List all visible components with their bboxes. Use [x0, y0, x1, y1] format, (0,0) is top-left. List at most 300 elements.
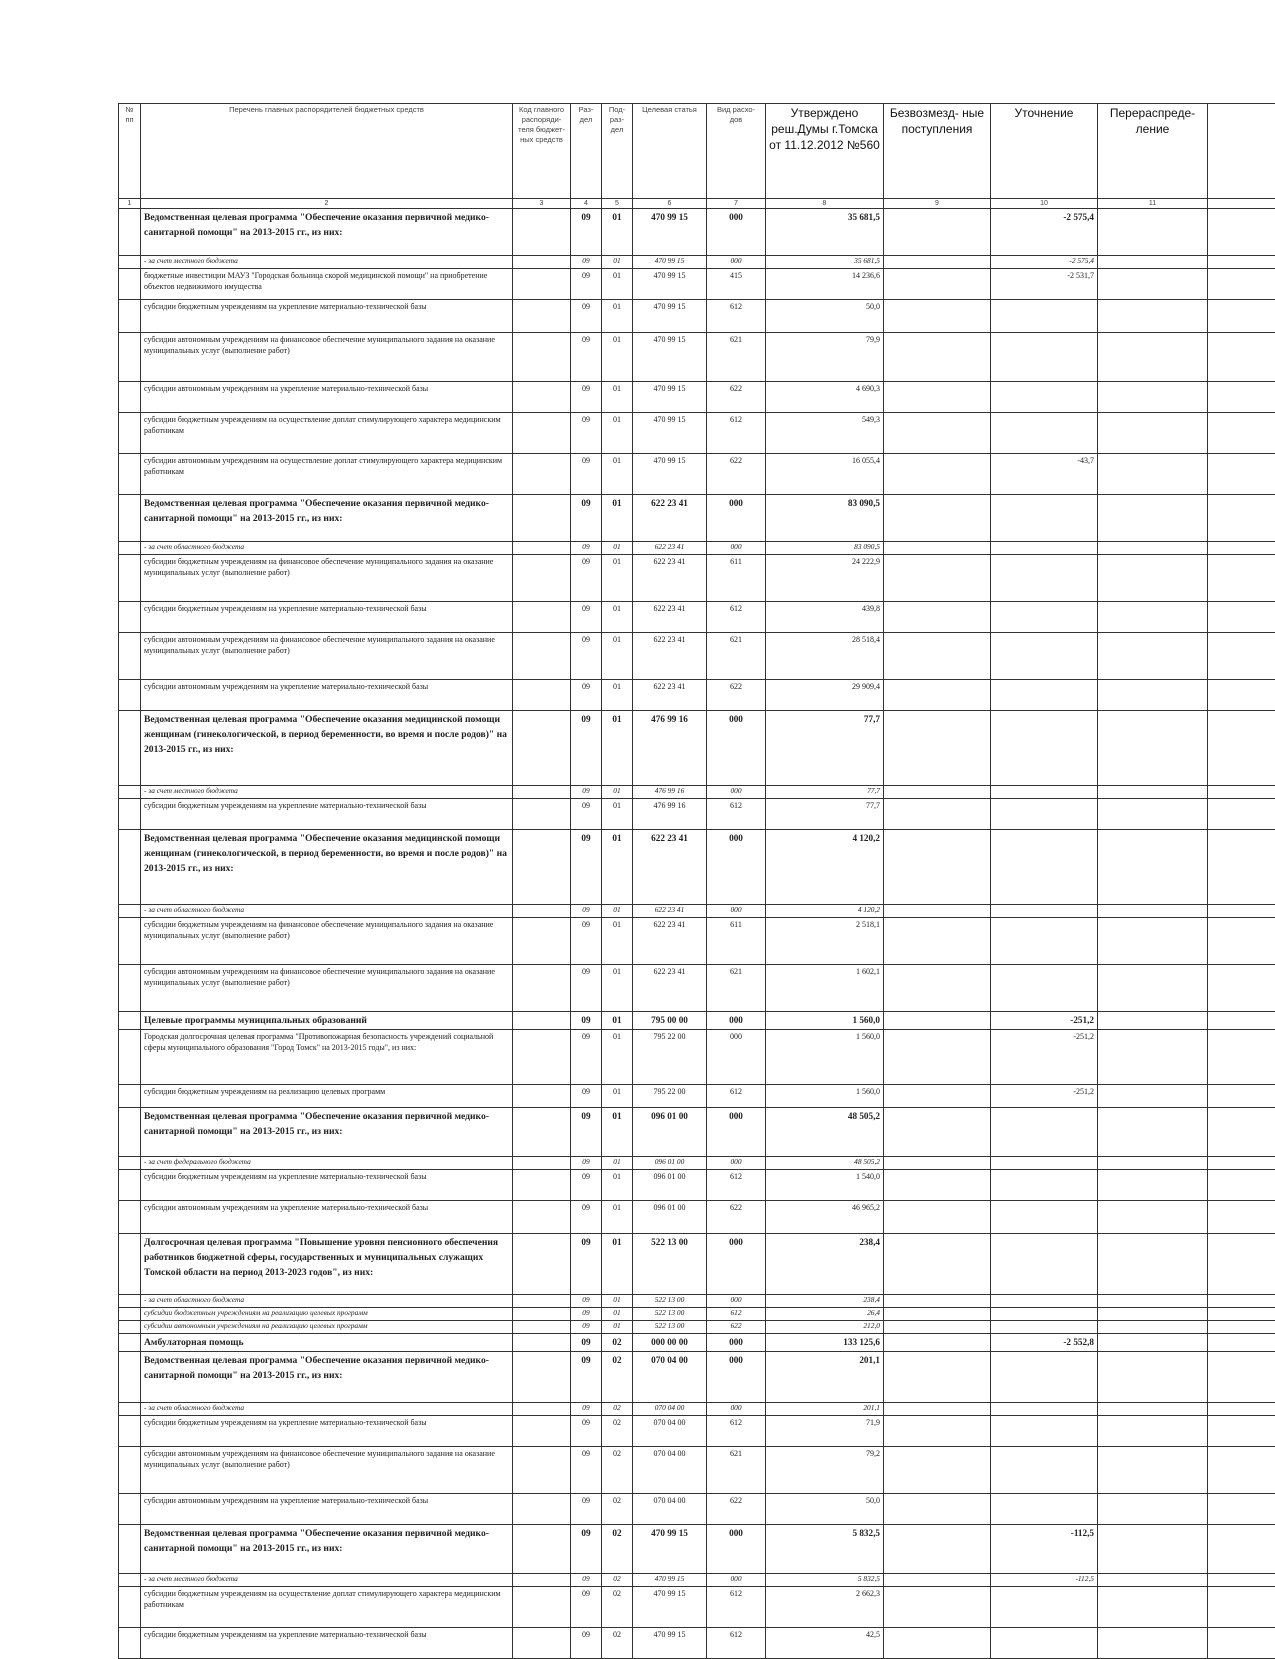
cell-razdel: 09: [571, 1628, 602, 1659]
cell-empty: [119, 1494, 141, 1525]
col-header-podrazdel: Под- раз- дел: [602, 104, 633, 199]
cell-empty: [119, 680, 141, 711]
cell-razdel: 09: [571, 1494, 602, 1525]
cell-utv: 42,5: [766, 1628, 884, 1659]
cell-empty: [1208, 1494, 1275, 1525]
cell-vr: 415: [707, 269, 766, 300]
cell-bezv: [884, 209, 991, 256]
cell-utoch: [991, 542, 1098, 555]
cell-empty: [1208, 1574, 1275, 1587]
cell-pereras: [1098, 413, 1208, 454]
cell-empty: [513, 333, 571, 382]
cell-cs: 470 99 15: [633, 333, 707, 382]
cell-utoch: -2 575,4: [991, 209, 1098, 256]
cell-utoch: -2 575,4: [991, 256, 1098, 269]
cell-utoch: [991, 830, 1098, 905]
cell-razdel: 09: [571, 1334, 602, 1352]
cell-name: - за счет областного бюджета: [141, 905, 513, 918]
cell-utoch: [991, 711, 1098, 786]
cell-podrazdel: 01: [602, 382, 633, 413]
cell-vr: 000: [707, 1234, 766, 1295]
cell-empty: [119, 799, 141, 830]
cell-utv: 2 518,1: [766, 918, 884, 965]
cell-name: субсидии автономным учреждениям на осуществление доплат стимулирующего характера медицинским работникам: [141, 454, 513, 495]
cell-vr: 000: [707, 1295, 766, 1308]
cell-bezv: [884, 830, 991, 905]
col-num-8: 8: [766, 199, 884, 209]
cell-utoch: [991, 680, 1098, 711]
cell-utv: 46 965,2: [766, 1201, 884, 1234]
cell-bezv: [884, 1234, 991, 1295]
cell-utv: 71,9: [766, 1416, 884, 1447]
cell-vr: 612: [707, 1416, 766, 1447]
cell-razdel: 09: [571, 1012, 602, 1030]
cell-name: Амбулаторная помощь: [141, 1334, 513, 1352]
cell-empty: [1208, 413, 1275, 454]
cell-cs: 470 99 15: [633, 256, 707, 269]
cell-cs: 522 13 00: [633, 1295, 707, 1308]
cell-name: субсидии бюджетным учреждениям на укрепление материально-технической базы: [141, 1416, 513, 1447]
cell-empty: [513, 965, 571, 1012]
cell-podrazdel: 01: [602, 413, 633, 454]
cell-empty: [119, 454, 141, 495]
cell-utoch: [991, 918, 1098, 965]
cell-empty: [1208, 495, 1275, 542]
cell-razdel: 09: [571, 1352, 602, 1403]
cell-bezv: [884, 1108, 991, 1157]
cell-name: субсидии автономным учреждениям на финансовое обеспечение муниципального задания на оказание муниципальных услуг (выполнение работ): [141, 1447, 513, 1494]
cell-vr: 621: [707, 1447, 766, 1494]
cell-utv: 439,8: [766, 602, 884, 633]
table-body: [119, 209, 1275, 1659]
cell-cs: 096 01 00: [633, 1170, 707, 1201]
cell-pereras: [1098, 454, 1208, 495]
cell-cs: 622 23 41: [633, 965, 707, 1012]
cell-empty: [513, 711, 571, 786]
cell-name: субсидии бюджетным учреждениям на укрепление материально-технической базы: [141, 602, 513, 633]
col-num-4: 4: [571, 199, 602, 209]
table-row: [119, 495, 1275, 542]
cell-pereras: [1098, 799, 1208, 830]
cell-empty: [1208, 830, 1275, 905]
cell-podrazdel: 01: [602, 1295, 633, 1308]
col-header-n: № пп: [119, 104, 141, 199]
cell-name: субсидии бюджетным учреждениям на укрепление материально-технической базы: [141, 1170, 513, 1201]
cell-empty: [1208, 918, 1275, 965]
cell-name: - за счет федерального бюджета: [141, 1157, 513, 1170]
cell-name: субсидии автономным учреждениям на финансовое обеспечение муниципального задания на оказание муниципальных услуг (выполнение работ): [141, 633, 513, 680]
cell-empty: [119, 382, 141, 413]
table-row: [119, 1334, 1275, 1352]
cell-name: субсидии бюджетным учреждениям на осуществление доплат стимулирующего характера медицинским работникам: [141, 413, 513, 454]
cell-utoch: [991, 495, 1098, 542]
cell-podrazdel: 01: [602, 300, 633, 333]
cell-empty: [119, 1334, 141, 1352]
cell-podrazdel: 02: [602, 1574, 633, 1587]
cell-empty: [1208, 454, 1275, 495]
cell-name: субсидии автономным учреждениям на укрепление материально-технической базы: [141, 1201, 513, 1234]
cell-utoch: [991, 382, 1098, 413]
cell-pereras: [1098, 1170, 1208, 1201]
cell-utoch: -43,7: [991, 454, 1098, 495]
cell-razdel: 09: [571, 454, 602, 495]
cell-razdel: 09: [571, 1201, 602, 1234]
cell-pereras: [1098, 1157, 1208, 1170]
cell-podrazdel: 02: [602, 1628, 633, 1659]
cell-utv: 29 909,4: [766, 680, 884, 711]
cell-empty: [513, 680, 571, 711]
cell-podrazdel: 01: [602, 786, 633, 799]
cell-cs: 622 23 41: [633, 905, 707, 918]
cell-name: субсидии автономным учреждениям на финансовое обеспечение муниципального задания на оказание муниципальных услуг (выполнение работ): [141, 965, 513, 1012]
table-row: [119, 454, 1275, 495]
cell-vr: 000: [707, 830, 766, 905]
cell-empty: [513, 602, 571, 633]
cell-bezv: [884, 1321, 991, 1334]
cell-podrazdel: 01: [602, 1030, 633, 1085]
cell-podrazdel: 02: [602, 1416, 633, 1447]
cell-vr: 612: [707, 1085, 766, 1108]
cell-name: Ведомственная целевая программа "Обеспечение оказания первичной медико-санитарной помощи" на 2013-2015 гг., из них:: [141, 1352, 513, 1403]
cell-pereras: [1098, 680, 1208, 711]
cell-pereras: [1098, 786, 1208, 799]
col-num-3: 3: [513, 199, 571, 209]
cell-empty: [1208, 1157, 1275, 1170]
budget-table: [118, 103, 1275, 1659]
cell-vr: 612: [707, 1628, 766, 1659]
table-row: [119, 209, 1275, 256]
cell-vr: 000: [707, 209, 766, 256]
cell-name: - за счет областного бюджета: [141, 542, 513, 555]
cell-empty: [119, 1525, 141, 1574]
cell-empty: [1208, 633, 1275, 680]
cell-pereras: [1098, 1108, 1208, 1157]
cell-utoch: [991, 1295, 1098, 1308]
cell-razdel: 09: [571, 269, 602, 300]
cell-empty: [1208, 1012, 1275, 1030]
cell-empty: [119, 633, 141, 680]
cell-podrazdel: 01: [602, 495, 633, 542]
cell-pereras: [1098, 300, 1208, 333]
cell-bezv: [884, 256, 991, 269]
cell-utoch: [991, 1308, 1098, 1321]
cell-bezv: [884, 1494, 991, 1525]
cell-empty: [1208, 542, 1275, 555]
table-row: [119, 542, 1275, 555]
header-row: [119, 104, 1275, 199]
cell-vr: 000: [707, 542, 766, 555]
cell-utv: 133 125,6: [766, 1334, 884, 1352]
cell-cs: 795 22 00: [633, 1030, 707, 1085]
cell-podrazdel: 01: [602, 633, 633, 680]
cell-empty: [119, 1030, 141, 1085]
cell-empty: [513, 1170, 571, 1201]
cell-utv: 238,4: [766, 1234, 884, 1295]
cell-utoch: -251,2: [991, 1085, 1098, 1108]
cell-empty: [1208, 711, 1275, 786]
cell-bezv: [884, 786, 991, 799]
cell-cs: 622 23 41: [633, 602, 707, 633]
cell-vr: 611: [707, 918, 766, 965]
cell-empty: [513, 1447, 571, 1494]
cell-utoch: -112,5: [991, 1574, 1098, 1587]
cell-empty: [119, 300, 141, 333]
table-row: [119, 1416, 1275, 1447]
cell-empty: [119, 413, 141, 454]
cell-utoch: [991, 1447, 1098, 1494]
cell-empty: [1208, 1416, 1275, 1447]
cell-utoch: [991, 1352, 1098, 1403]
cell-vr: 622: [707, 454, 766, 495]
cell-empty: [1208, 799, 1275, 830]
cell-empty: [513, 799, 571, 830]
table-row: [119, 1012, 1275, 1030]
cell-podrazdel: 02: [602, 1525, 633, 1574]
cell-utoch: [991, 1321, 1098, 1334]
cell-empty: [119, 1085, 141, 1108]
cell-utv: 1 540,0: [766, 1170, 884, 1201]
cell-bezv: [884, 1157, 991, 1170]
cell-empty: [513, 1030, 571, 1085]
cell-empty: [513, 918, 571, 965]
cell-razdel: 09: [571, 555, 602, 602]
cell-utoch: [991, 965, 1098, 1012]
cell-vr: 000: [707, 905, 766, 918]
cell-empty: [513, 1295, 571, 1308]
col-header-razdel: Раз- дел: [571, 104, 602, 199]
table-row: [119, 1321, 1275, 1334]
cell-razdel: 09: [571, 1525, 602, 1574]
cell-bezv: [884, 918, 991, 965]
cell-empty: [119, 1416, 141, 1447]
cell-bezv: [884, 1587, 991, 1628]
cell-podrazdel: 01: [602, 830, 633, 905]
cell-empty: [1208, 1587, 1275, 1628]
cell-razdel: 09: [571, 495, 602, 542]
cell-empty: [1208, 1108, 1275, 1157]
cell-name: Ведомственная целевая программа "Обеспечение оказания медицинской помощи женщинам (гинекологической, в период беременности, во время и после родов)" на 2013-2015 гг., из них:: [141, 711, 513, 786]
cell-utv: 79,9: [766, 333, 884, 382]
table-row: [119, 1447, 1275, 1494]
cell-podrazdel: 01: [602, 454, 633, 495]
cell-podrazdel: 01: [602, 1108, 633, 1157]
cell-utoch: [991, 1587, 1098, 1628]
cell-utoch: [991, 413, 1098, 454]
cell-empty: [1208, 555, 1275, 602]
cell-empty: [513, 1494, 571, 1525]
col-num-10: 10: [991, 199, 1098, 209]
cell-name: Ведомственная целевая программа "Обеспечение оказания первичной медико-санитарной помощи" на 2013-2015 гг., из них:: [141, 1108, 513, 1157]
cell-empty: [513, 1201, 571, 1234]
cell-razdel: 09: [571, 1170, 602, 1201]
cell-razdel: 09: [571, 1030, 602, 1085]
table-row: [119, 830, 1275, 905]
cell-name: субсидии автономным учреждениям на укрепление материально-технической базы: [141, 1494, 513, 1525]
cell-bezv: [884, 633, 991, 680]
col-num-6: 6: [633, 199, 707, 209]
cell-cs: 096 01 00: [633, 1201, 707, 1234]
cell-bezv: [884, 799, 991, 830]
cell-pereras: [1098, 1012, 1208, 1030]
cell-empty: [119, 1157, 141, 1170]
cell-empty: [119, 269, 141, 300]
cell-bezv: [884, 1628, 991, 1659]
cell-razdel: 09: [571, 256, 602, 269]
cell-empty: [513, 1416, 571, 1447]
cell-empty: [1208, 1352, 1275, 1403]
cell-utv: 201,1: [766, 1352, 884, 1403]
cell-podrazdel: 01: [602, 1012, 633, 1030]
cell-utoch: [991, 300, 1098, 333]
cell-cs: 096 01 00: [633, 1157, 707, 1170]
cell-utoch: [991, 333, 1098, 382]
cell-pereras: [1098, 905, 1208, 918]
cell-utv: 50,0: [766, 1494, 884, 1525]
table-row: [119, 633, 1275, 680]
cell-podrazdel: 02: [602, 1403, 633, 1416]
cell-name: субсидии бюджетным учреждениям на реализацию целевых программ: [141, 1085, 513, 1108]
cell-name: субсидии бюджетным учреждениям на укрепление материально-технической базы: [141, 1628, 513, 1659]
cell-vr: 000: [707, 1574, 766, 1587]
cell-vr: 612: [707, 300, 766, 333]
cell-pereras: [1098, 209, 1208, 256]
cell-utv: 83 090,5: [766, 542, 884, 555]
cell-utoch: -2 531,7: [991, 269, 1098, 300]
cell-podrazdel: 01: [602, 965, 633, 1012]
cell-empty: [513, 1628, 571, 1659]
cell-empty: [513, 209, 571, 256]
cell-empty: [119, 555, 141, 602]
cell-name: - за счет местного бюджета: [141, 786, 513, 799]
cell-pereras: [1098, 269, 1208, 300]
cell-name: Ведомственная целевая программа "Обеспечение оказания медицинской помощи женщинам (гинекологической, в период беременности, во время и после родов)" на 2013-2015 гг., из них:: [141, 830, 513, 905]
cell-empty: [513, 300, 571, 333]
cell-utoch: [991, 1416, 1098, 1447]
cell-razdel: 09: [571, 333, 602, 382]
cell-utv: 1 560,0: [766, 1012, 884, 1030]
table-row: [119, 918, 1275, 965]
table-row: [119, 1030, 1275, 1085]
cell-pereras: [1098, 1416, 1208, 1447]
cell-empty: [513, 830, 571, 905]
cell-podrazdel: 02: [602, 1352, 633, 1403]
cell-razdel: 09: [571, 1085, 602, 1108]
cell-podrazdel: 01: [602, 602, 633, 633]
cell-cs: 622 23 41: [633, 495, 707, 542]
cell-empty: [119, 1321, 141, 1334]
cell-utoch: [991, 786, 1098, 799]
cell-empty: [119, 209, 141, 256]
cell-cs: 070 04 00: [633, 1352, 707, 1403]
cell-cs: 622 23 41: [633, 918, 707, 965]
cell-pereras: [1098, 1234, 1208, 1295]
cell-empty: [1208, 905, 1275, 918]
cell-empty: [1208, 1170, 1275, 1201]
cell-cs: 470 99 15: [633, 209, 707, 256]
cell-empty: [1208, 333, 1275, 382]
cell-vr: 612: [707, 1308, 766, 1321]
cell-vr: 000: [707, 1030, 766, 1085]
cell-bezv: [884, 1201, 991, 1234]
cell-utv: 1 602,1: [766, 965, 884, 1012]
cell-empty: [513, 1321, 571, 1334]
cell-cs: 470 99 15: [633, 269, 707, 300]
cell-empty: [513, 1403, 571, 1416]
cell-name: субсидии бюджетным учреждениям на осуществление доплат стимулирующего характера медицинским работникам: [141, 1587, 513, 1628]
cell-name: - за счет областного бюджета: [141, 1403, 513, 1416]
cell-empty: [1208, 1234, 1275, 1295]
cell-utoch: [991, 555, 1098, 602]
cell-cs: 470 99 15: [633, 1587, 707, 1628]
cell-empty: [1208, 1030, 1275, 1085]
cell-vr: 000: [707, 1403, 766, 1416]
cell-bezv: [884, 1170, 991, 1201]
cell-razdel: 09: [571, 711, 602, 786]
cell-name: субсидии бюджетным учреждениям на реализацию целевых программ: [141, 1308, 513, 1321]
cell-podrazdel: 01: [602, 542, 633, 555]
cell-vr: 612: [707, 602, 766, 633]
cell-razdel: 09: [571, 1308, 602, 1321]
col-header-utoch: Уточнение: [991, 104, 1098, 199]
table-row: [119, 786, 1275, 799]
cell-name: субсидии автономным учреждениям на финансовое обеспечение муниципального задания на оказание муниципальных услуг (выполнение работ): [141, 333, 513, 382]
cell-empty: [119, 1352, 141, 1403]
table-row: [119, 1308, 1275, 1321]
cell-vr: 622: [707, 1321, 766, 1334]
table-row: [119, 799, 1275, 830]
cell-cs: 622 23 41: [633, 555, 707, 602]
cell-razdel: 09: [571, 209, 602, 256]
cell-empty: [513, 555, 571, 602]
cell-bezv: [884, 300, 991, 333]
table-row: [119, 413, 1275, 454]
cell-name: - за счет местного бюджета: [141, 256, 513, 269]
cell-empty: [513, 269, 571, 300]
cell-empty: [1208, 786, 1275, 799]
cell-pereras: [1098, 1308, 1208, 1321]
cell-pereras: [1098, 965, 1208, 1012]
cell-podrazdel: 01: [602, 269, 633, 300]
cell-razdel: 09: [571, 918, 602, 965]
cell-empty: [1208, 1628, 1275, 1659]
cell-pereras: [1098, 1628, 1208, 1659]
cell-empty: [1208, 1447, 1275, 1494]
col-num-11: 11: [1098, 199, 1208, 209]
cell-pereras: [1098, 918, 1208, 965]
cell-empty: [1208, 256, 1275, 269]
cell-pereras: [1098, 1030, 1208, 1085]
cell-utoch: [991, 799, 1098, 830]
cell-empty: [513, 1085, 571, 1108]
cell-vr: 622: [707, 1494, 766, 1525]
cell-utv: 77,7: [766, 711, 884, 786]
cell-bezv: [884, 1574, 991, 1587]
cell-bezv: [884, 680, 991, 711]
cell-razdel: 09: [571, 799, 602, 830]
cell-vr: 621: [707, 965, 766, 1012]
cell-vr: 000: [707, 1334, 766, 1352]
cell-vr: 000: [707, 786, 766, 799]
cell-empty: [1208, 1295, 1275, 1308]
cell-name: субсидии бюджетным учреждениям на укрепление материально-технической базы: [141, 799, 513, 830]
col-num-7: 7: [707, 199, 766, 209]
col-num-extra: [1208, 199, 1275, 209]
cell-cs: 096 01 00: [633, 1108, 707, 1157]
cell-razdel: 09: [571, 1587, 602, 1628]
col-header-extra: [1208, 104, 1275, 199]
cell-empty: [1208, 1334, 1275, 1352]
table-row: [119, 382, 1275, 413]
